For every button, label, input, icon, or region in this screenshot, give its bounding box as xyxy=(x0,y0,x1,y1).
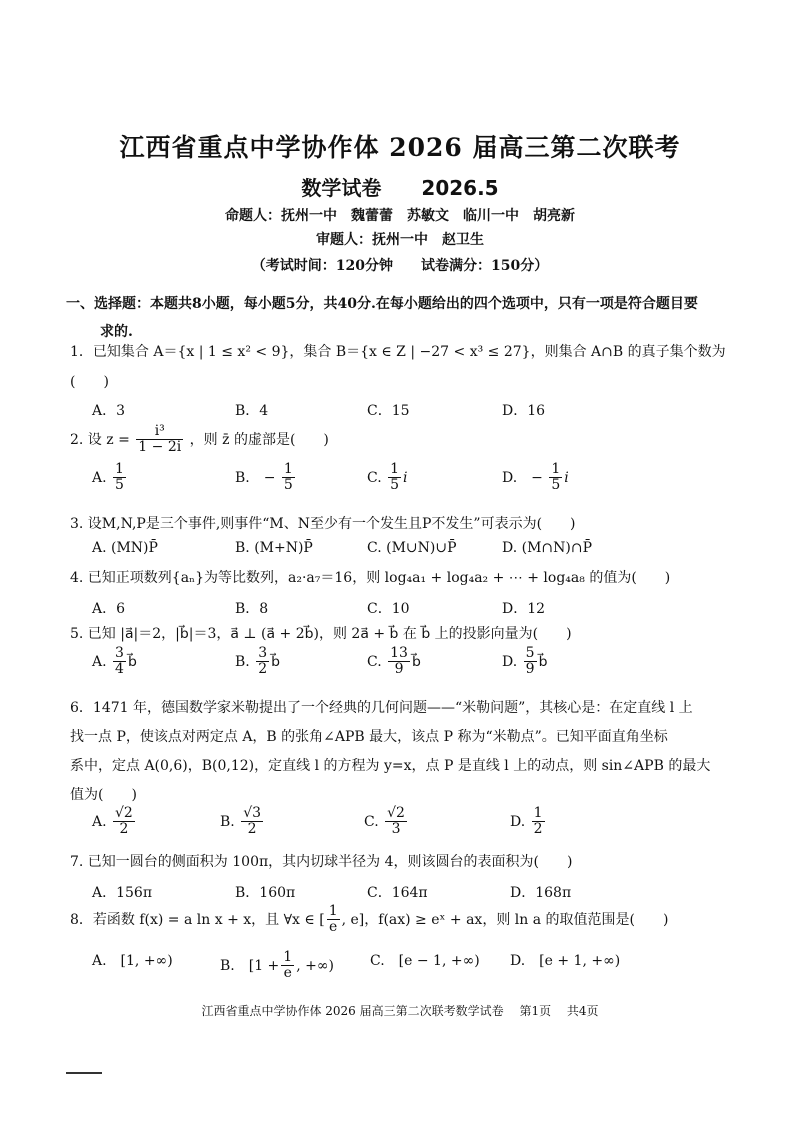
q8-stem-a: 8．若函数 f(x) = a ln x + x，且 ∀x ∈ [ xyxy=(70,911,325,928)
q6-c-den: 3 xyxy=(391,821,401,838)
q4-option-b: B．8 xyxy=(235,601,269,617)
q3-option-b: B. (M+N)P̄ xyxy=(235,540,313,556)
q5-a-vec: b⃗ xyxy=(127,653,137,670)
q6-option-a xyxy=(92,806,137,838)
exam-info-line: （考试时间：120分钟 试卷满分：150分） xyxy=(251,258,549,274)
q2-frac-num: i³ xyxy=(136,424,183,440)
q5-option-c-label: C. xyxy=(367,653,382,670)
q7-option-c: C．164π xyxy=(367,885,428,901)
scan-mark-line xyxy=(66,1072,102,1074)
section-line-1: 一、选择题：本题共8小题，每小题5分，共40分.在每小题给出的四个选项中，只有一项是符合题目要 xyxy=(66,296,698,312)
q8-b-num: 1 xyxy=(283,949,293,965)
q5-d-vec: b⃗ xyxy=(538,653,548,670)
question-5-stem: 5. 已知 |a⃗|＝2，|b⃗|＝3，a⃗ ⊥ (a⃗ + 2b⃗)，则 2a⃗ + b⃗ 在 b⃗ 上的投影向量为( ) xyxy=(70,626,572,642)
q5-c-num: 13 xyxy=(390,645,408,661)
q5-option-a-label: A. xyxy=(92,653,107,670)
q2-c-num: 1 xyxy=(390,461,400,477)
q5-option-b-frac xyxy=(256,646,269,678)
q1-option-a: A．3 xyxy=(92,403,126,419)
q5-option-d xyxy=(502,646,547,678)
q5-b-num: 3 xyxy=(258,645,268,661)
q2-d-suffix: i xyxy=(564,469,569,486)
q7-option-a: A．156π xyxy=(92,885,153,901)
q6-a-den: 2 xyxy=(119,821,129,838)
q2-a-num: 1 xyxy=(115,461,124,477)
q6-c-num: √2 xyxy=(387,805,405,821)
q6-option-d-label: D. xyxy=(510,813,526,830)
q6-option-d xyxy=(510,806,547,838)
question-7-stem: 7. 已知一圆台的侧面积为 100π，其内切球半径为 4，则该圆台的表面积为( ) xyxy=(70,854,573,870)
q5-d-den: 9 xyxy=(525,661,535,678)
q5-option-c xyxy=(367,646,421,678)
exam-date: 2026.5 xyxy=(421,176,499,200)
q2-prefix: 2. 设 z = xyxy=(70,431,130,448)
question-6 xyxy=(70,694,750,810)
section-line-2: 求的. xyxy=(100,324,133,340)
q6-a-num: √2 xyxy=(115,805,133,821)
question-4 xyxy=(70,568,750,588)
footer-title: 江西省重点中学协作体 2026 届高三第二次联考数学试卷 xyxy=(201,1004,504,1018)
q2-option-c-frac xyxy=(388,462,401,494)
question-3 xyxy=(70,514,750,534)
q6-d-num: 1 xyxy=(533,805,543,821)
q6-b-num: √3 xyxy=(243,805,262,821)
q7-option-b: B．160π xyxy=(235,885,296,901)
q8-option-b xyxy=(220,950,334,982)
q3-option-d: D. (M∩N)∩P̄ xyxy=(502,540,593,556)
q5-d-num: 5 xyxy=(525,645,535,661)
q5-option-d-label: D. xyxy=(502,653,518,670)
q8-frac-num: 1 xyxy=(328,903,338,919)
q2-d-num: 1 xyxy=(551,461,561,477)
q5-b-den: 2 xyxy=(258,661,268,678)
q6-option-c-frac xyxy=(385,806,407,838)
q3-option-a: A. (MN)P̄ xyxy=(92,540,158,556)
q2-d-den: 5 xyxy=(551,477,561,494)
question-6-line-3: 系中，定点 A(0,6)，B(0,12)，定直线 l 的方程为 y=x，点 P 是直线 l 上的动点，则 sin∠APB 的最大 xyxy=(70,758,711,774)
exam-subtitle xyxy=(0,172,800,201)
q2-option-d xyxy=(502,462,569,494)
q6-option-c-label: C. xyxy=(364,813,379,830)
q6-option-b-label: B. xyxy=(220,813,235,830)
q6-option-a-label: A. xyxy=(92,813,107,830)
q2-option-a xyxy=(92,462,128,494)
q7-option-d: D．168π xyxy=(510,885,572,901)
section-heading xyxy=(66,290,746,346)
q5-option-b xyxy=(235,646,280,678)
q1-option-b: B．4 xyxy=(235,403,269,419)
q6-d-den: 2 xyxy=(533,821,543,838)
question-2 xyxy=(70,424,750,456)
question-7 xyxy=(70,852,750,872)
q8-option-c: C. [e − 1, +∞) xyxy=(370,953,480,969)
question-5 xyxy=(70,624,750,644)
q2-option-b-frac xyxy=(282,462,295,494)
question-1-stem: 1．已知集合 A＝{x | 1 ≤ x² < 9}，集合 B＝{x ∈ Z | −27 < x³ ≤ 27}，则集合 A∩B 的真子集个数为 xyxy=(70,344,726,360)
q8-b-den: e xyxy=(283,965,292,982)
question-3-stem: 3. 设M,N,P是三个事件,则事件“M、N至少有一个发生且P不发生”可表示为( ) xyxy=(70,516,576,532)
q8-option-b-pre: B. [1 + xyxy=(220,957,280,974)
q5-c-vec: b⃗ xyxy=(411,653,421,670)
q6-option-d-frac xyxy=(532,806,545,838)
q1-option-d: D．16 xyxy=(502,403,546,419)
q4-option-a: A．6 xyxy=(92,601,126,617)
q5-c-den: 9 xyxy=(394,661,404,678)
q6-b-den: 2 xyxy=(247,821,257,838)
q2-b-num: 1 xyxy=(283,461,293,477)
q5-a-num: 3 xyxy=(115,645,124,661)
footer-page-number: 第1页 xyxy=(519,1004,552,1018)
footer-total-pages: 共4页 xyxy=(566,1004,599,1018)
q6-option-b xyxy=(220,806,265,838)
q5-a-den: 4 xyxy=(115,661,124,678)
q5-option-a xyxy=(92,646,137,678)
exam-title: 江西省重点中学协作体 2026 届高三第二次联考 xyxy=(119,133,681,162)
q2-a-den: 5 xyxy=(115,477,124,494)
q5-option-d-frac xyxy=(524,646,537,678)
q2-option-b-label: B. − xyxy=(235,469,276,486)
q8-option-a: A. [1, +∞) xyxy=(92,953,173,969)
q2-option-d-frac xyxy=(549,462,562,494)
q6-option-a-frac xyxy=(113,806,135,838)
q2-option-a-label: A. xyxy=(92,469,107,486)
q4-option-d: D．12 xyxy=(502,601,546,617)
q8-stem-b: , e]，f(ax) ≥ eˣ + ax，则 ln a 的取值范围是( ) xyxy=(341,911,669,928)
q5-option-b-label: B. xyxy=(235,653,250,670)
q2-option-b xyxy=(235,462,297,494)
q8-frac-den: e xyxy=(329,919,338,936)
q5-option-a-frac xyxy=(113,646,126,678)
question-6-line-4: 值为( ) xyxy=(70,787,137,803)
q4-option-c: C．10 xyxy=(367,601,410,617)
question-4-stem: 4. 已知正项数列{aₙ}为等比数列，a₂·a₇＝16，则 log₄a₁ + log₄a₂ + ⋯ + log₄a₈ 的值为( ) xyxy=(70,570,671,586)
q2-option-d-label: D. − xyxy=(502,469,543,486)
authors-line: 命题人：抚州一中 魏蕾蕾 苏敏文 临川一中 胡亮新 xyxy=(225,208,575,224)
question-1 xyxy=(70,342,750,392)
q6-option-c xyxy=(364,806,409,838)
reviewer-line: 审题人：抚州一中 赵卫生 xyxy=(316,232,484,248)
question-1-paren: ( ) xyxy=(70,374,109,390)
q8-option-b-post: , +∞) xyxy=(296,957,334,974)
q2-frac-den: 1 − 2i xyxy=(138,439,182,456)
question-6-line-2: 找一点 P，使该点对两定点 A，B 的张角∠APB 最大，该点 P 称为“米勒点”。已知平面直角坐标 xyxy=(70,729,668,745)
q2-option-a-frac xyxy=(113,462,126,494)
q2-c-suffix: i xyxy=(403,469,408,486)
subject-name: 数学试卷 xyxy=(301,176,382,200)
q2-fraction xyxy=(136,424,183,456)
q2-option-c xyxy=(367,462,408,494)
q5-b-vec: b⃗ xyxy=(271,653,281,670)
q8-option-d: D. [e + 1, +∞) xyxy=(510,953,621,969)
q8-option-b-frac xyxy=(281,950,294,982)
q6-option-b-frac xyxy=(241,806,263,838)
q2-c-den: 5 xyxy=(390,477,400,494)
q1-option-c: C．15 xyxy=(367,403,410,419)
page-footer xyxy=(0,1002,800,1019)
q8-fraction xyxy=(327,904,340,936)
q2-suffix: ，则 z̄ 的虚部是( ) xyxy=(189,431,329,448)
question-6-line-1: 6．1471 年，德国数学家米勒提出了一个经典的几何问题——“米勒问题”，其核心是：在定直线 l 上 xyxy=(70,700,693,716)
q5-option-c-frac xyxy=(388,646,410,678)
question-8 xyxy=(70,904,750,936)
q2-b-den: 5 xyxy=(283,477,293,494)
q3-option-c: C. (M∪N)∪P̄ xyxy=(367,540,457,556)
q2-option-c-label: C. xyxy=(367,469,382,486)
